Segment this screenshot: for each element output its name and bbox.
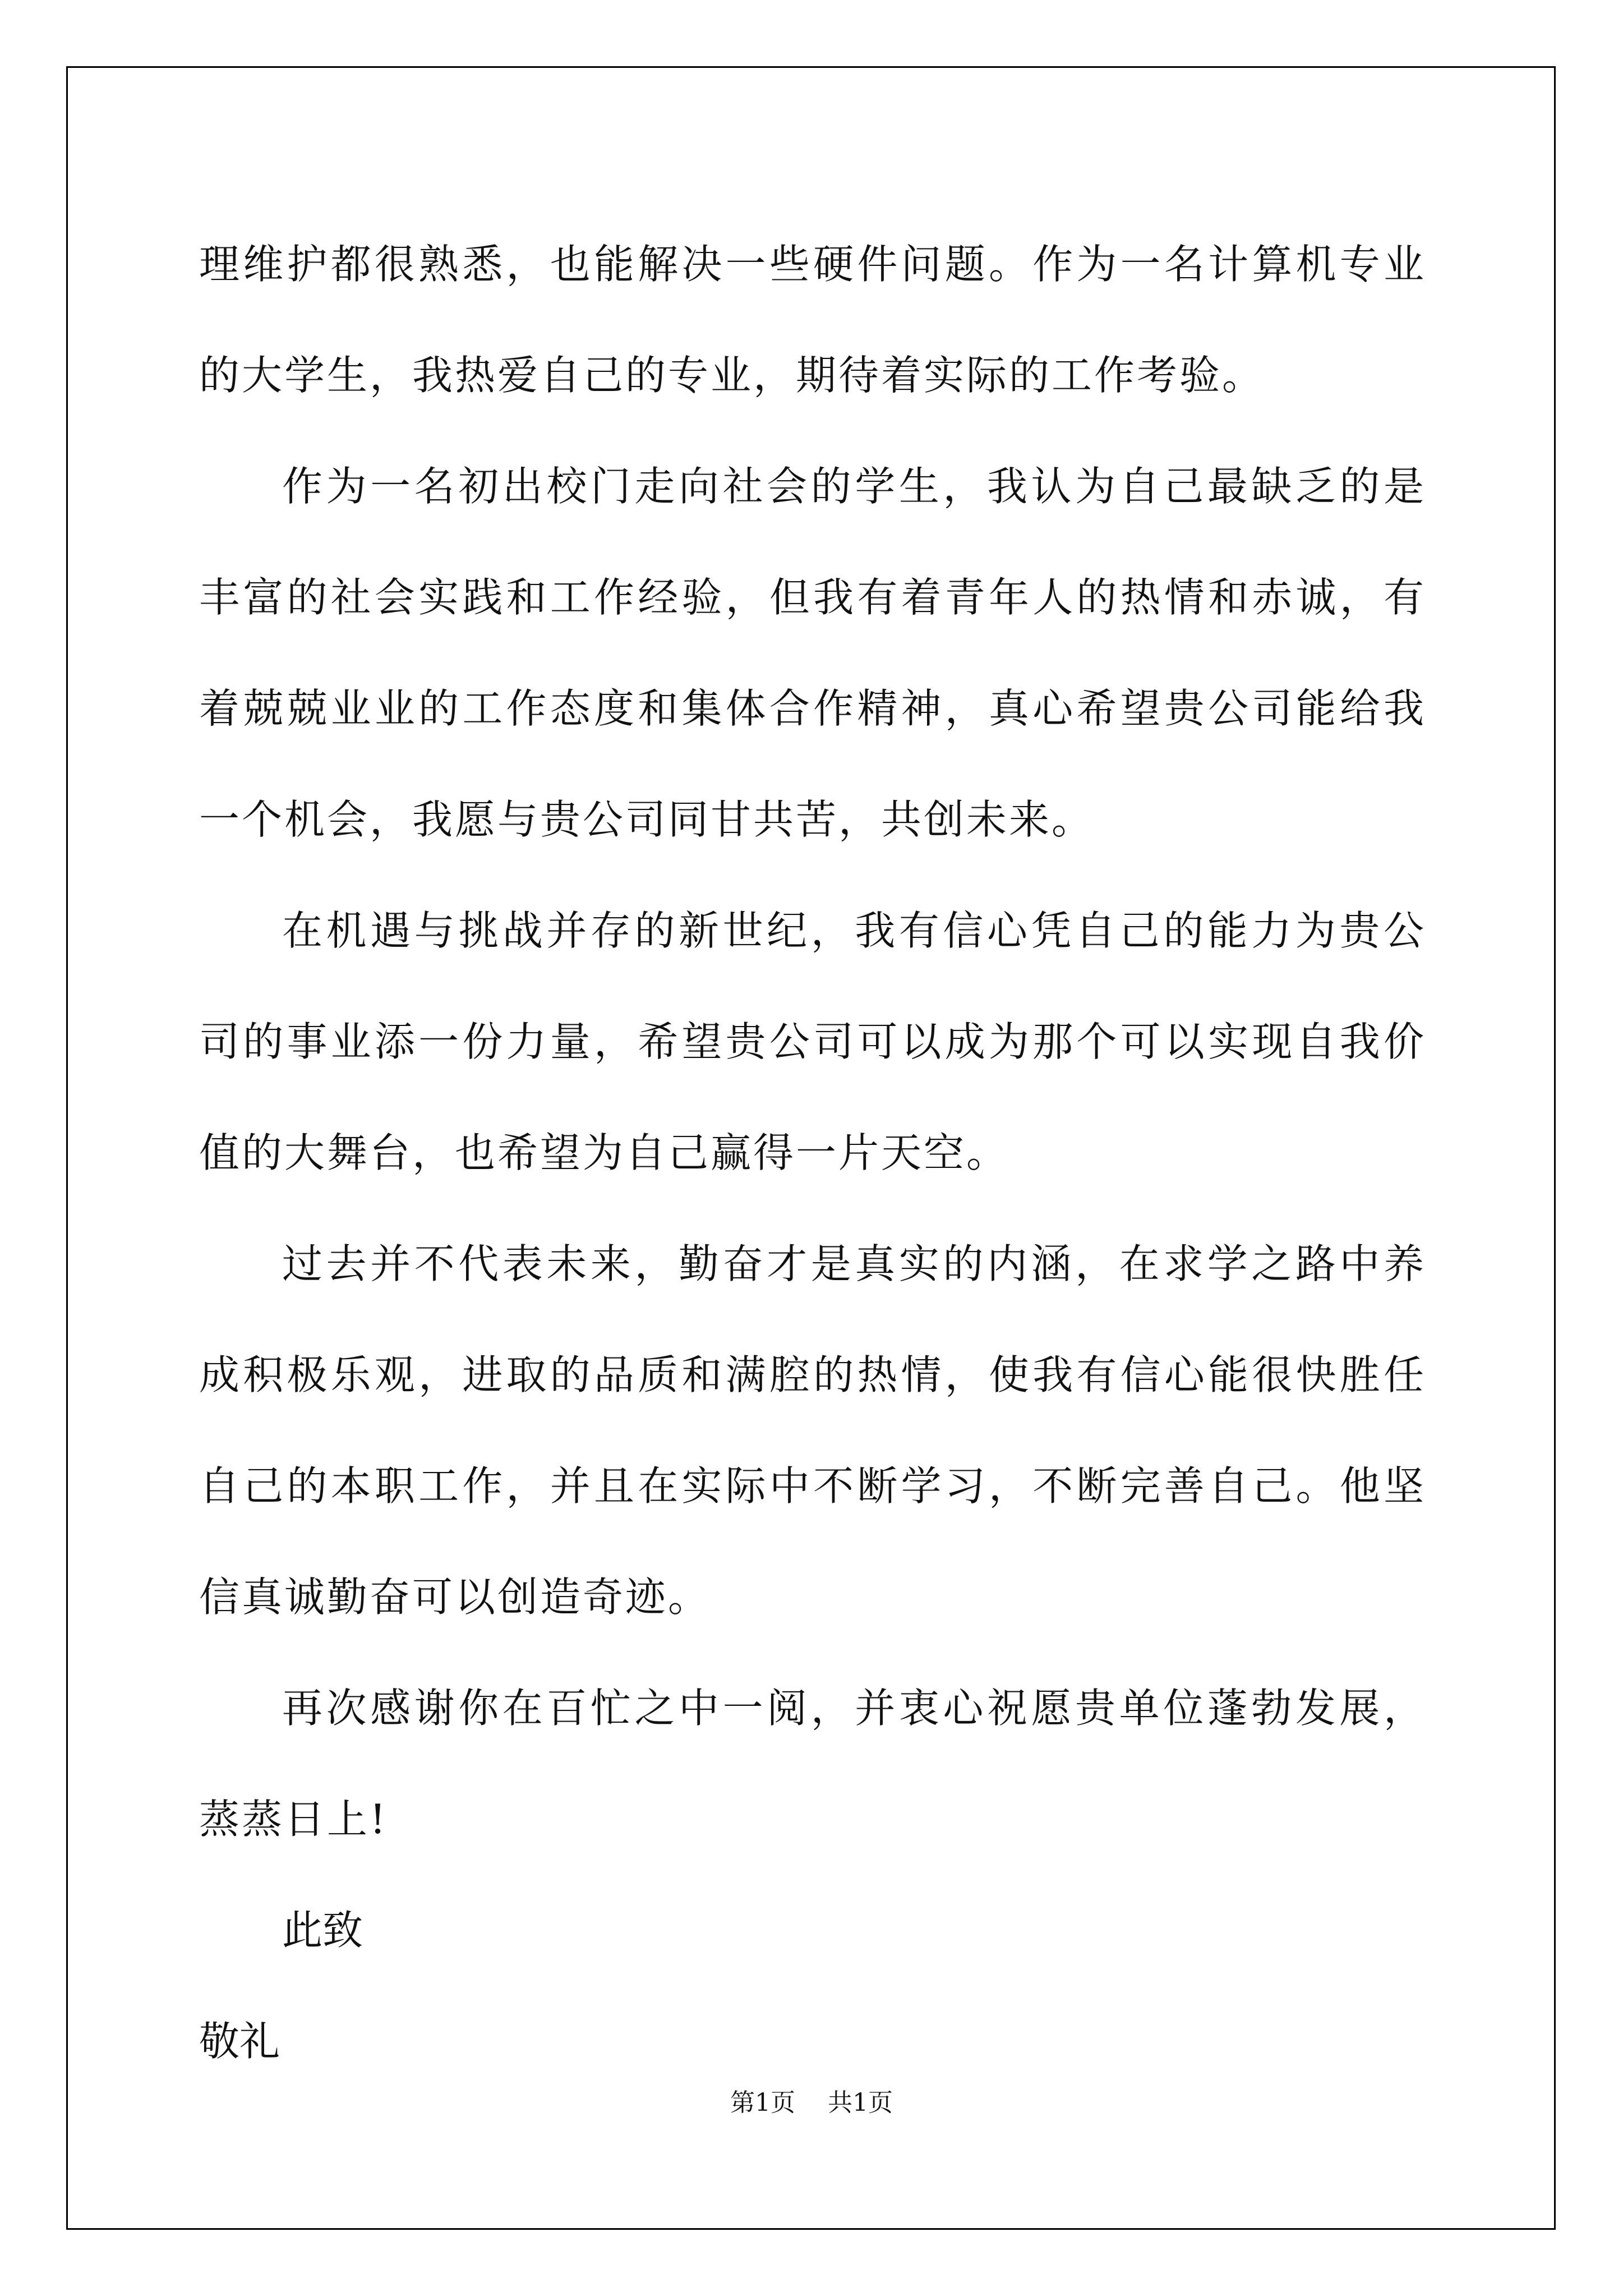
paragraph-1: 理维护都很熟悉，也能解决一些硬件问题。作为一名计算机专业的大学生，我热爱自己的专业，期待着实际的工作考验。 [199,241,1426,399]
page-footer [0,2082,1623,2118]
page-number-current: 第1页 [730,2088,795,2117]
paragraph-5: 再次感谢你在百忙之中一阅，并衷心祝愿贵单位蓬勃发展，蒸蒸日上! [199,1685,1426,1843]
closing-salutation: 此致 [282,1907,363,1954]
letter-body [199,209,1426,2097]
paragraph-4: 过去并不代表未来，勤奋才是真实的内涵，在求学之路中养成积极乐观，进取的品质和满腔的热情，使我有信心能很快胜任自己的本职工作，并且在实际中不断学习，不断完善自己。他坚信真诚勤奋可以创造奇迹。 [199,1240,1426,1621]
paragraph-2: 作为一名初出校门走向社会的学生，我认为自己最缺乏的是丰富的社会实践和工作经验，但我有着青年人的热情和赤诚，有着兢兢业业的工作态度和集体合作精神，真心希望贵公司能给我一个机会，我愿与贵公司同甘共苦，共创未来。 [199,463,1426,843]
closing-regards: 敬礼 [199,2018,280,2065]
page-number-total: 共1页 [828,2088,893,2117]
paragraph-3: 在机遇与挑战并存的新世纪，我有信心凭自己的能力为贵公司的事业添一份力量，希望贵公司可以成为那个可以实现自我价值的大舞台，也希望为自己赢得一片天空。 [199,907,1426,1176]
